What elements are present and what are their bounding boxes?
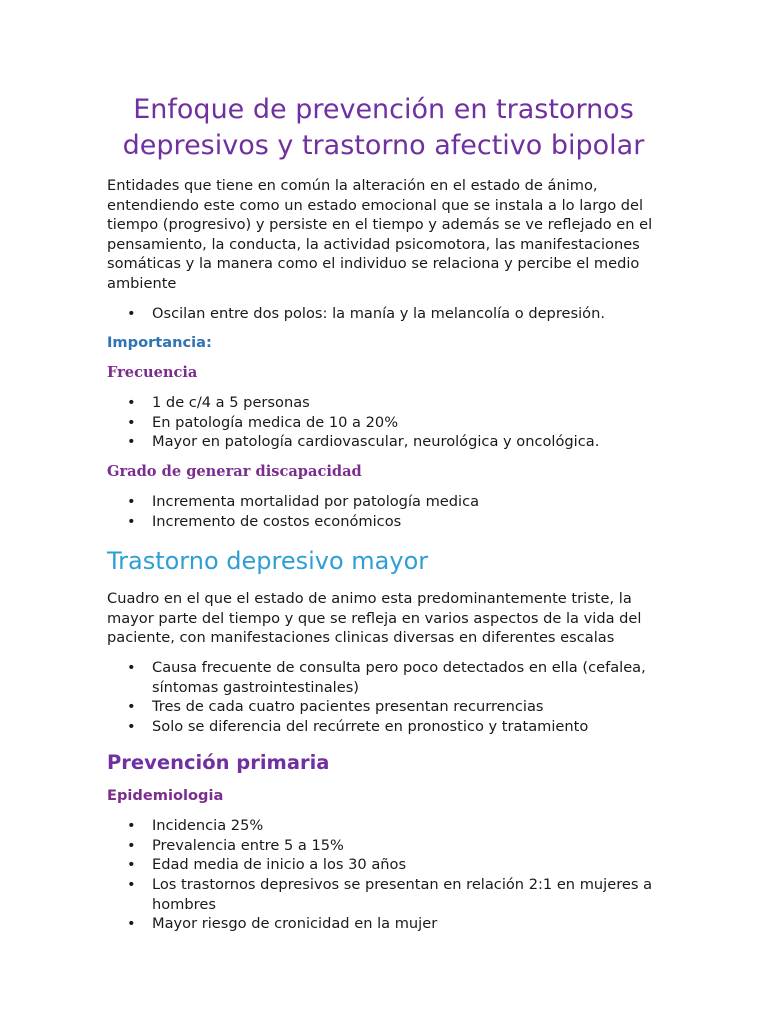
list-item	[107, 304, 660, 324]
bullet-icon: •	[127, 413, 136, 431]
bullet-icon: •	[127, 915, 136, 933]
list-item	[107, 697, 660, 717]
bullet-icon: •	[127, 394, 136, 412]
bullet-icon: •	[127, 836, 136, 854]
list-item	[107, 512, 660, 532]
list-item-text: Edad media de inicio a los 30 años	[152, 856, 407, 874]
bullet-icon: •	[127, 876, 136, 894]
list-item-text: Prevalencia entre 5 a 15%	[152, 836, 344, 854]
frecuencia-bullet-list	[107, 393, 660, 452]
intro-paragraph: Entidades que tiene en común la alteración en el estado de ánimo, entendiendo este como un estado emocional que se instala a lo largo del tiempo (progresivo) y persiste en el tiempo y además se ve reflejado en el pensamiento, la conducta, la actividad psicomotora, las manifestaciones somáticas y la manera como el individuo se relaciona y percibe el medio ambiente	[107, 177, 653, 292]
tdm-paragraph: Cuadro en el que el estado de animo esta predominantemente triste, la mayor parte del tiempo y que se refleja en varios aspectos de la vida del paciente, con manifestaciones clinicas diversas en diferentes escalas	[107, 590, 642, 647]
list-item	[107, 875, 660, 914]
bullet-icon: •	[127, 433, 136, 451]
list-item	[107, 717, 660, 737]
list-item	[107, 658, 660, 697]
bullet-icon: •	[127, 717, 136, 735]
frecuencia-heading: Frecuencia	[107, 364, 198, 382]
list-item-text: En patología medica de 10 a 20%	[152, 413, 399, 431]
document-title: Enfoque de prevención en trastornos depresivos y trastorno afectivo bipolar	[122, 94, 645, 161]
list-item	[107, 816, 660, 836]
list-item	[107, 855, 660, 875]
list-item-text: Tres de cada cuatro pacientes presentan recurrencias	[152, 698, 544, 716]
bullet-icon: •	[127, 512, 136, 530]
list-item	[107, 836, 660, 856]
list-item-text: Solo se diferencia del recúrrete en pronostico y tratamiento	[152, 717, 589, 735]
intro-bullet-list	[107, 304, 660, 324]
discapacidad-heading: Grado de generar discapacidad	[107, 462, 362, 480]
prevencion-heading: Prevención primaria	[107, 751, 330, 775]
bullet-icon: •	[127, 856, 136, 874]
list-item	[107, 914, 660, 934]
list-item-text: Mayor riesgo de cronicidad en la mujer	[152, 915, 438, 933]
bullet-icon: •	[127, 304, 136, 322]
list-item	[107, 413, 660, 433]
list-item	[107, 393, 660, 413]
tdm-bullet-list	[107, 658, 660, 736]
list-item-text: Mayor en patología cardiovascular, neurológica y oncológica.	[152, 433, 600, 451]
epidemiologia-heading: Epidemiologia	[107, 787, 224, 805]
list-item-text: Los trastornos depresivos se presentan en relación 2:1 en mujeres a hombres	[152, 876, 653, 913]
list-item	[107, 492, 660, 512]
list-item-text: 1 de c/4 a 5 personas	[152, 394, 310, 412]
tdm-heading: Trastorno depresivo mayor	[107, 547, 429, 576]
bullet-icon: •	[127, 698, 136, 716]
list-item-text: Incidencia 25%	[152, 817, 264, 835]
list-item-text: Incrementa mortalidad por patología medica	[152, 492, 480, 510]
list-item-text: Incremento de costos económicos	[152, 512, 402, 530]
list-item	[107, 432, 660, 452]
bullet-icon: •	[127, 658, 136, 676]
discapacidad-bullet-list	[107, 492, 660, 531]
list-item-text: Causa frecuente de consulta pero poco detectados en ella (cefalea, síntomas gastrointestinales)	[152, 658, 646, 696]
bullet-icon: •	[127, 492, 136, 510]
list-item-text: Oscilan entre dos polos: la manía y la melancolía o depresión.	[152, 304, 605, 322]
prevencion-bullet-list	[107, 816, 660, 934]
importancia-heading: Importancia:	[107, 334, 212, 352]
bullet-icon: •	[127, 817, 136, 835]
